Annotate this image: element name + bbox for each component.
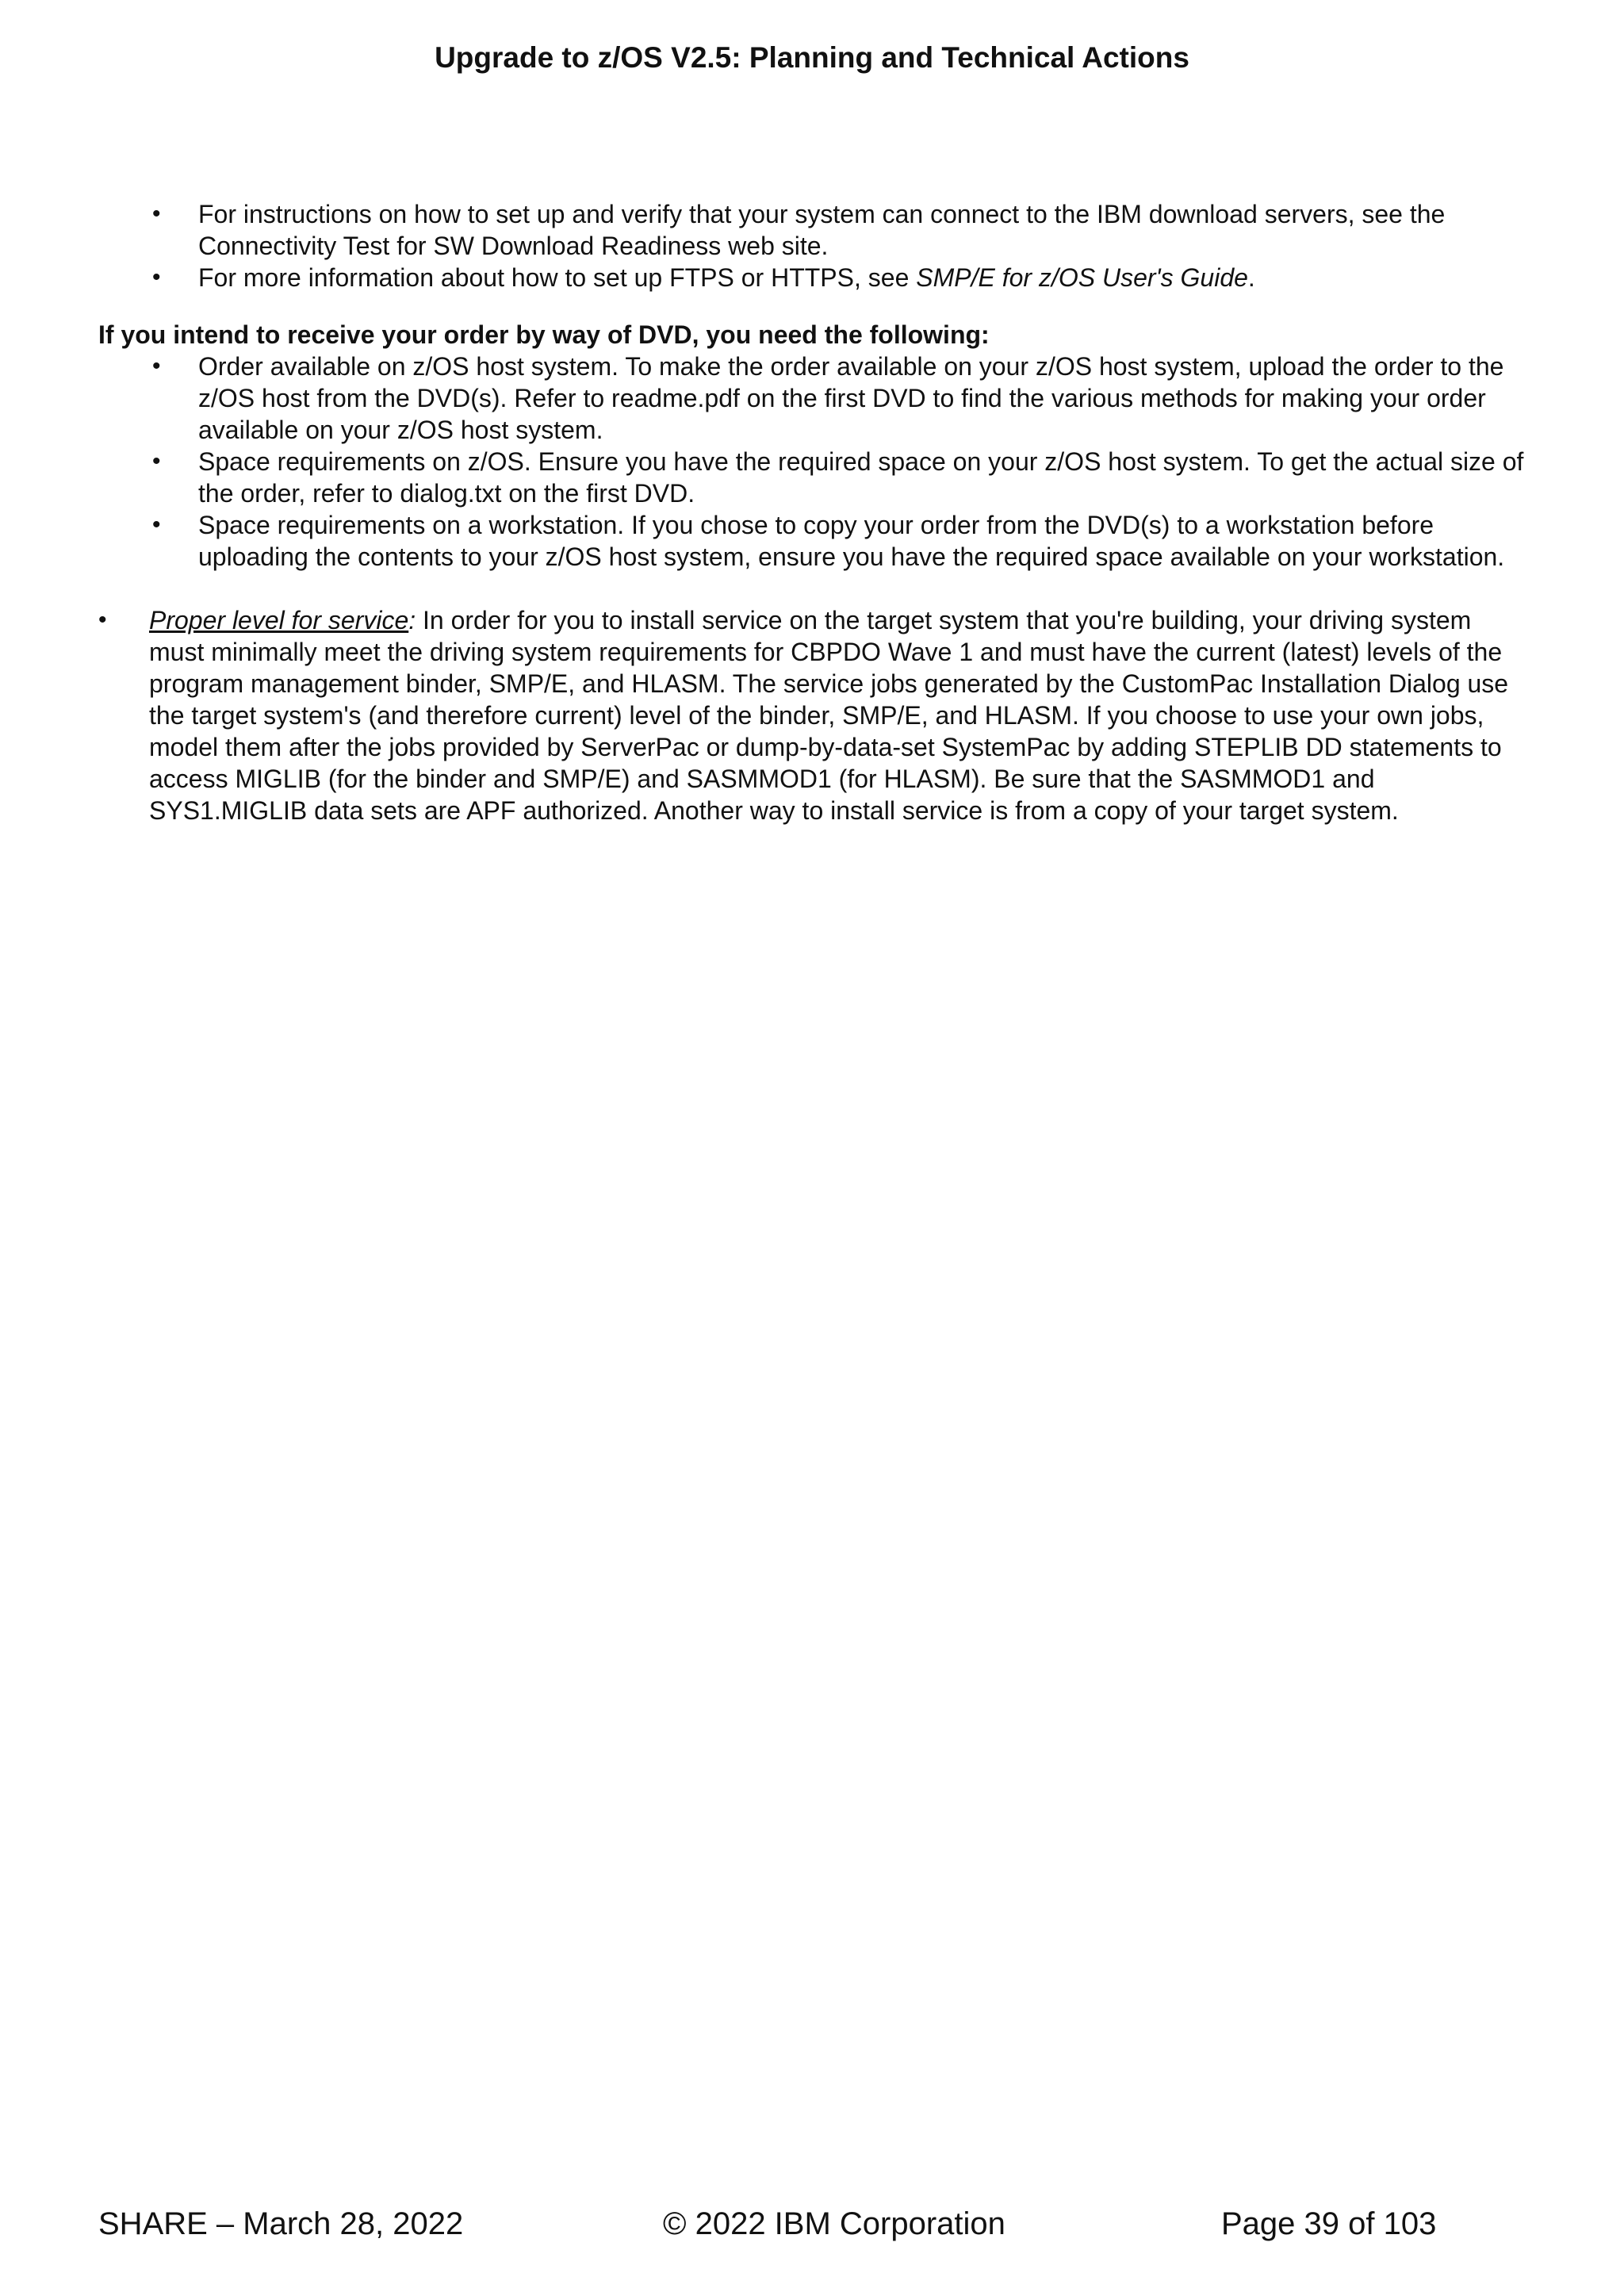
bullet-icon: •: [152, 353, 161, 379]
list-item-text-end: .: [1247, 263, 1255, 292]
bullet-icon: •: [152, 201, 161, 227]
list-item: [98, 262, 1526, 293]
list-item: [98, 604, 1526, 826]
list-item-text: Space requirements on z/OS. Ensure you have the required space on your z/OS host system. To get the actual size of the order, refer to dialog.txt on the first DVD.: [198, 447, 1524, 508]
bullet-icon: •: [98, 607, 107, 633]
service-level-list: [98, 604, 1526, 826]
list-item-text: Space requirements on a workstation. If you chose to copy your order from the DVD(s) to a workstation before uploading the contents to your z/OS host system, ensure you have the required space available on your workstation.: [198, 511, 1505, 571]
list-item: [98, 446, 1526, 509]
footer-page-number: Page 39 of 103: [1221, 2206, 1437, 2241]
term-colon: :: [408, 606, 416, 634]
term-label: Proper level for service: [149, 606, 409, 634]
dvd-section-heading: If you intend to receive your order by way of DVD, you need the following:: [98, 320, 990, 349]
list-item-text: Order available on z/OS host system. To make the order available on your z/OS host system, upload the order to the z/OS host from the DVD(s). Refer to readme.pdf on the first DVD to find the various methods for making your order available on your z/OS host system.: [198, 352, 1504, 444]
list-item-text: For more information about how to set up FTPS or HTTPS, see: [198, 263, 917, 292]
list-item-text: For instructions on how to set up and verify that your system can connect to the IBM download servers, see the Connectivity Test for SW Download Readiness web site.: [198, 200, 1446, 260]
page-footer: [0, 2203, 1624, 2244]
list-item-text: In order for you to install service on the target system that you're building, your driving system must minimally meet the driving system requirements for CBPDO Wave 1 and must have the current (latest) levels of the program management binder, SMP/E, and HLASM. The service jobs generated by the CustomPac Installation Dialog use the target system's (and therefore current) level of the binder, SMP/E, and HLASM. If you choose to use your own jobs, model them after the jobs provided by ServerPac or dump-by-data-set SystemPac by adding STEPLIB DD statements to access MIGLIB (for the binder and SMP/E) and SASMMOD1 (for HLASM). Be sure that the SASMMOD1 and SYS1.MIGLIB data sets are APF authorized. Another way to install service is from a copy of your target system.: [149, 606, 1509, 825]
list-item: [98, 351, 1526, 446]
list-item: [98, 198, 1526, 262]
footer-copyright: © 2022 IBM Corporation: [663, 2206, 1005, 2241]
page-content: [98, 198, 1526, 826]
bullet-icon: •: [152, 264, 161, 290]
footer-event-date: SHARE – March 28, 2022: [98, 2206, 464, 2241]
book-title: SMP/E for z/OS User's Guide: [916, 263, 1248, 292]
bullet-icon: •: [152, 512, 161, 538]
page-header: Upgrade to z/OS V2.5: Planning and Technical Actions: [435, 41, 1189, 74]
dvd-requirements-list: [98, 351, 1526, 573]
list-item: [98, 509, 1526, 573]
bullet-icon: •: [152, 448, 161, 474]
download-requirements-list: [98, 198, 1526, 293]
